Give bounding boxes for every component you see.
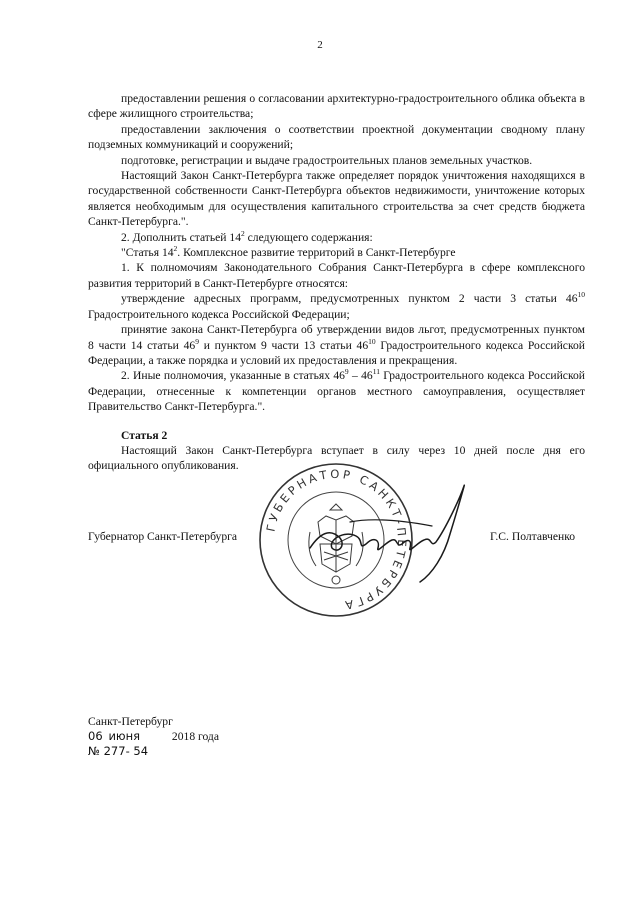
signing-date <box>88 729 219 744</box>
text-fragment: "Статья 14 <box>121 246 174 260</box>
paragraph-address-programs <box>88 291 585 322</box>
seal-text: ГУБЕРНАТОР САНКТ-ПЕТЕРБУРГА <box>263 466 410 613</box>
page-number: 2 <box>317 39 323 51</box>
text-fragment: следующего содержания: <box>244 230 373 244</box>
superscript: 10 <box>368 336 376 346</box>
paragraph-other-powers <box>88 368 585 414</box>
superscript: 2 <box>241 228 245 238</box>
paragraph-urban-plans: подготовке, регистрации и выдаче градостроительных планов земельных участков. <box>121 153 533 167</box>
date-year: 2018 года <box>171 730 219 743</box>
date-day: 06 <box>88 729 103 743</box>
paragraph-demolition-order: Настоящий Закон Санкт-Петербурга также определяет порядок уничтожения находящихся в государственной собственности Санкт-Петербурга объектов недвижимости, уничтожение которых является необходимым для осуществления капитального строительства за счет средств бюджета Санкт-Петербурга.". <box>88 169 585 229</box>
superscript: 10 <box>577 290 585 300</box>
paragraph-article-title <box>88 245 585 260</box>
law-number: № 277- 54 <box>88 744 149 758</box>
governor-name: Г.С. Полтавченко <box>490 530 576 543</box>
governor-title: Губернатор Санкт-Петербурга <box>88 530 238 543</box>
signing-city: Санкт-Петербург <box>88 715 173 728</box>
paragraph-assembly-powers: 1. К полномочиям Законодательного Собрания Санкт-Петербурга в сфере комплексного развития территорий в Санкт-Петербурге относятся: <box>88 261 585 290</box>
superscript: 2 <box>173 244 178 254</box>
date-month: июня <box>108 729 141 743</box>
text-fragment: 2. Дополнить статьей 14 <box>121 230 241 244</box>
paragraph-benefits-law <box>88 322 585 368</box>
paragraph-add-article <box>88 230 585 245</box>
article-2-heading: Статья 2 <box>121 428 168 442</box>
paragraph-project-documentation: предоставлении заключения о соответствии проектной документации сводному плану подземных коммуникаций и сооружений; <box>88 122 585 152</box>
text-fragment: Градостроительного кодекса Российской Федерации; <box>88 307 350 321</box>
text-fragment: Градостроительного кодекса Российской Федерации, отнесенные к компетенции органов местного самоуправления, осуществляет Правительство Санкт-Петербурга.". <box>88 369 586 414</box>
text-fragment: 2. Иные полномочия, указанные в статьях 46 <box>121 369 345 383</box>
article-2-text: Настоящий Закон Санкт-Петербурга вступает в силу через 10 дней после дня его официального опубликования. <box>88 443 585 473</box>
text-fragment: утверждение адресных программ, предусмотренных пунктом 2 части 3 статьи 46 <box>121 292 578 306</box>
text-fragment: Градостроительного кодекса Российской Федерации, а также порядка и условий их предоставления и прекращения. <box>88 338 585 367</box>
text-fragment: – 46 <box>348 369 373 383</box>
handwritten-signature-icon <box>300 478 480 588</box>
paragraph-architectural-appearance: предоставлении решения о согласовании архитектурно-градостроительного облика объекта в сфере жилищного строительства; <box>88 92 585 121</box>
superscript: 9 <box>344 367 349 377</box>
document-body <box>88 91 585 474</box>
text-fragment: принятие закона Санкт-Петербурга об утверждении видов льгот, предусмотренных пунктом 8 части 14 статьи 46 <box>88 323 585 352</box>
text-fragment: . Комплексное развитие территорий в Санкт-Петербурге <box>177 246 456 260</box>
text-fragment: и пунктом 9 части 13 статьи 46 <box>198 338 369 352</box>
document-footer <box>88 714 219 759</box>
superscript: 11 <box>372 367 380 377</box>
superscript: 9 <box>195 336 199 346</box>
